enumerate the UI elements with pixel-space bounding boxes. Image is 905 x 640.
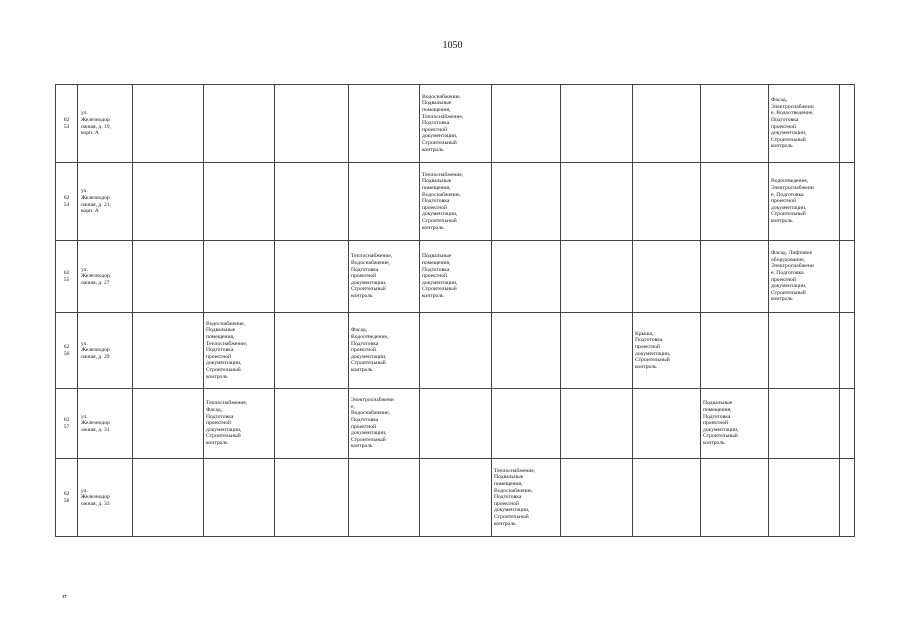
work-type-cell bbox=[633, 241, 701, 313]
work-type-cell bbox=[204, 163, 275, 241]
work-type-cell bbox=[133, 389, 204, 459]
work-type-cell bbox=[349, 85, 420, 163]
work-type-cell: Подвальные помещения, Подготовка проектной документации, Строительный контроль bbox=[701, 389, 769, 459]
address-cell: ул. Железнодор ожная, д. 29 bbox=[78, 313, 133, 389]
work-type-cell bbox=[204, 241, 275, 313]
work-type-cell bbox=[204, 459, 275, 537]
work-type-cell bbox=[840, 459, 855, 537]
table-row bbox=[56, 313, 855, 389]
row-number-cell: 62 58 bbox=[56, 459, 78, 537]
page-number: 1050 bbox=[442, 40, 463, 51]
work-type-cell bbox=[840, 241, 855, 313]
work-type-cell: Теплоснабжение, Водоснабжение, Подготовка проектной документации, Строительный контроль bbox=[349, 241, 420, 313]
work-type-cell bbox=[769, 389, 840, 459]
work-type-cell bbox=[561, 459, 633, 537]
row-number-cell: 62 56 bbox=[56, 313, 78, 389]
work-type-cell bbox=[769, 459, 840, 537]
work-type-cell: Водоснабжение, Подвальные помещения, Теплоснабжение, Подготовка проектной документации, Строительный контроль bbox=[204, 313, 275, 389]
work-type-cell: Фасад, Водоотведение, Подготовка проектной документации, Строительный контроль bbox=[349, 313, 420, 389]
work-type-cell: Электроснабжени е, Водоснабжение, Подготовка проектной документации, Строительный контроль bbox=[349, 389, 420, 459]
work-type-cell bbox=[492, 85, 561, 163]
work-type-cell bbox=[420, 459, 492, 537]
address-cell: ул. Железнодор ожная, д. 33 bbox=[78, 459, 133, 537]
work-type-cell: Подвальные помещения, Подготовка проектной документации, Строительный контроль bbox=[420, 241, 492, 313]
address-cell: ул. Железнодор ожная, д. 31 bbox=[78, 389, 133, 459]
work-type-cell bbox=[840, 313, 855, 389]
work-type-cell bbox=[701, 459, 769, 537]
work-type-cell bbox=[633, 459, 701, 537]
work-type-cell: Теплоснабжение, Фасад, Подготовка проектной документации, Строительный контроль bbox=[204, 389, 275, 459]
work-type-cell bbox=[275, 241, 349, 313]
row-number-cell: 62 53 bbox=[56, 85, 78, 163]
repair-schedule-table bbox=[55, 84, 855, 537]
work-type-cell bbox=[840, 389, 855, 459]
work-type-cell bbox=[133, 85, 204, 163]
work-type-cell bbox=[769, 313, 840, 389]
work-type-cell bbox=[492, 241, 561, 313]
work-type-cell bbox=[701, 313, 769, 389]
work-type-cell bbox=[561, 85, 633, 163]
address-cell: ул. Железнодор ожная, д. 27 bbox=[78, 241, 133, 313]
work-type-cell: Фасад, Электроснабжени е, Водоотведение, Подготовка проектной документации, Строительный контроль bbox=[769, 85, 840, 163]
work-type-cell bbox=[633, 163, 701, 241]
work-type-cell bbox=[701, 163, 769, 241]
work-type-cell bbox=[133, 459, 204, 537]
work-type-cell bbox=[633, 389, 701, 459]
work-type-cell bbox=[133, 163, 204, 241]
table-row bbox=[56, 241, 855, 313]
work-type-cell: Крыша, Подготовка проектной документации, Строительный контроль bbox=[633, 313, 701, 389]
address-cell: ул. Железнодор ожная, д. 21, корп. А bbox=[78, 163, 133, 241]
table-row bbox=[56, 389, 855, 459]
work-type-cell bbox=[133, 241, 204, 313]
work-type-cell: Теплоснабжение, Подвальные помещения, Водоснабжение, Подготовка проектной документации, Строительный контроль bbox=[492, 459, 561, 537]
footer-mark: зт bbox=[62, 594, 67, 600]
work-type-cell bbox=[275, 313, 349, 389]
work-type-cell bbox=[701, 241, 769, 313]
work-type-cell bbox=[275, 459, 349, 537]
address-cell: ул. Железнодор ожная, д. 19, корп. А bbox=[78, 85, 133, 163]
work-type-cell: Теплоснабжение, Подвальные помещения, Водоснабжение, Подготовка проектной документации, Строительный контроль bbox=[420, 163, 492, 241]
work-type-cell bbox=[561, 163, 633, 241]
row-number-cell: 62 54 bbox=[56, 163, 78, 241]
work-type-cell bbox=[840, 85, 855, 163]
work-type-cell bbox=[349, 163, 420, 241]
work-type-cell: Фасад, Лифтовое оборудование, Электроснабжени е, Подготовка проектной документации, Строительный контроль bbox=[769, 241, 840, 313]
work-type-cell bbox=[420, 389, 492, 459]
work-type-cell bbox=[561, 313, 633, 389]
table-row bbox=[56, 85, 855, 163]
work-type-cell bbox=[492, 313, 561, 389]
work-type-cell bbox=[633, 85, 701, 163]
work-type-cell bbox=[561, 241, 633, 313]
work-type-cell: Водоотведение, Электроснабжени е, Подготовка проектной документации, Строительный контроль bbox=[769, 163, 840, 241]
work-type-cell bbox=[133, 313, 204, 389]
work-type-cell bbox=[275, 163, 349, 241]
work-type-cell bbox=[492, 163, 561, 241]
work-type-cell bbox=[275, 85, 349, 163]
work-type-cell bbox=[204, 85, 275, 163]
work-type-cell bbox=[349, 459, 420, 537]
table-row bbox=[56, 163, 855, 241]
work-type-cell bbox=[840, 163, 855, 241]
work-type-cell: Водоснабжение, Подвальные помещения, Теплоснабжение, Подготовка проектной документации, Строительный контроль bbox=[420, 85, 492, 163]
work-type-cell bbox=[420, 313, 492, 389]
row-number-cell: 62 55 bbox=[56, 241, 78, 313]
work-type-cell bbox=[275, 389, 349, 459]
row-number-cell: 62 57 bbox=[56, 389, 78, 459]
work-type-cell bbox=[701, 85, 769, 163]
work-type-cell bbox=[492, 389, 561, 459]
table-row bbox=[56, 459, 855, 537]
work-type-cell bbox=[561, 389, 633, 459]
